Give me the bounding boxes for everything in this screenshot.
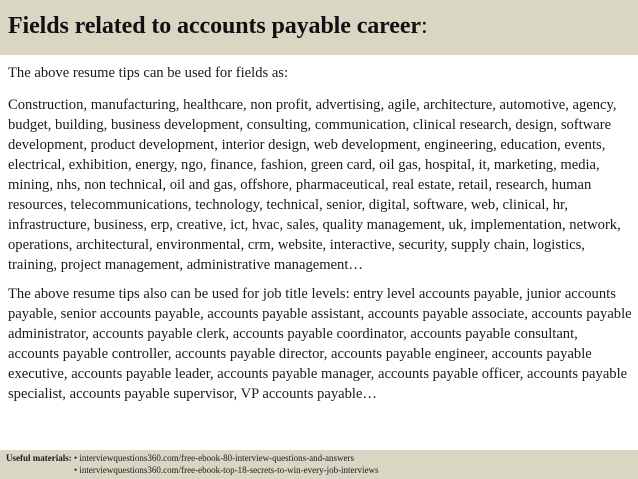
footer-link-1[interactable]: • interviewquestions360.com/free-ebook-80-interview-questions-and-answers — [73, 453, 355, 463]
content-body — [8, 63, 632, 404]
useful-materials — [6, 452, 379, 476]
intro-text: The above resume tips can be used for fields as: — [8, 65, 289, 81]
footer-line-1 — [6, 452, 379, 464]
job-titles-paragraph: The above resume tips also can be used for job title levels: entry level accounts payable, junior accounts payable, senior accounts payable, accounts payable assistant, accounts payable associate, accounts payable administrator, accounts payable clerk, accounts payable coordinator, accounts payable consultant, accounts payable controller, accounts payable director, accounts payable engineer, accounts payable executive, accounts payable leader, accounts payable manager, accounts payable officer, accounts payable specialist, accounts payable supervisor, VP accounts payable… — [8, 286, 632, 402]
title-colon: : — [420, 13, 428, 39]
useful-materials-label: Useful materials: — [6, 453, 72, 463]
title-bar — [0, 0, 638, 55]
page-title — [8, 13, 428, 40]
footer-line-2 — [6, 464, 379, 476]
page-title-text: Fields related to accounts payable career — [8, 13, 421, 39]
fields-paragraph: Construction, manufacturing, healthcare, non profit, advertising, agile, architecture, automotive, agency, budget, building, business development, consulting, communication, clinical research, design, software development, product development, interior design, web development, engineering, education, events, electrical, exhibition, energy, ngo, finance, fashion, green card, oil gas, hospital, it, marketing, media, mining, nhs, non technical, oil and gas, offshore, pharmaceutical, real estate, retail, research, human resources, telecommunications, technology, technical, senior, digital, software, web, clinical, hr, infrastructure, business, erp, creative, ict, hvac, sales, quality management, uk, implementation, network, operations, architectural, environmental, crm, website, interactive, security, supply chain, logistics, training, project management, administrative management… — [8, 97, 621, 273]
footer-bar — [0, 450, 638, 479]
footer-link-2[interactable]: • interviewquestions360.com/free-ebook-top-18-secrets-to-win-every-job-interviews — [74, 465, 379, 475]
